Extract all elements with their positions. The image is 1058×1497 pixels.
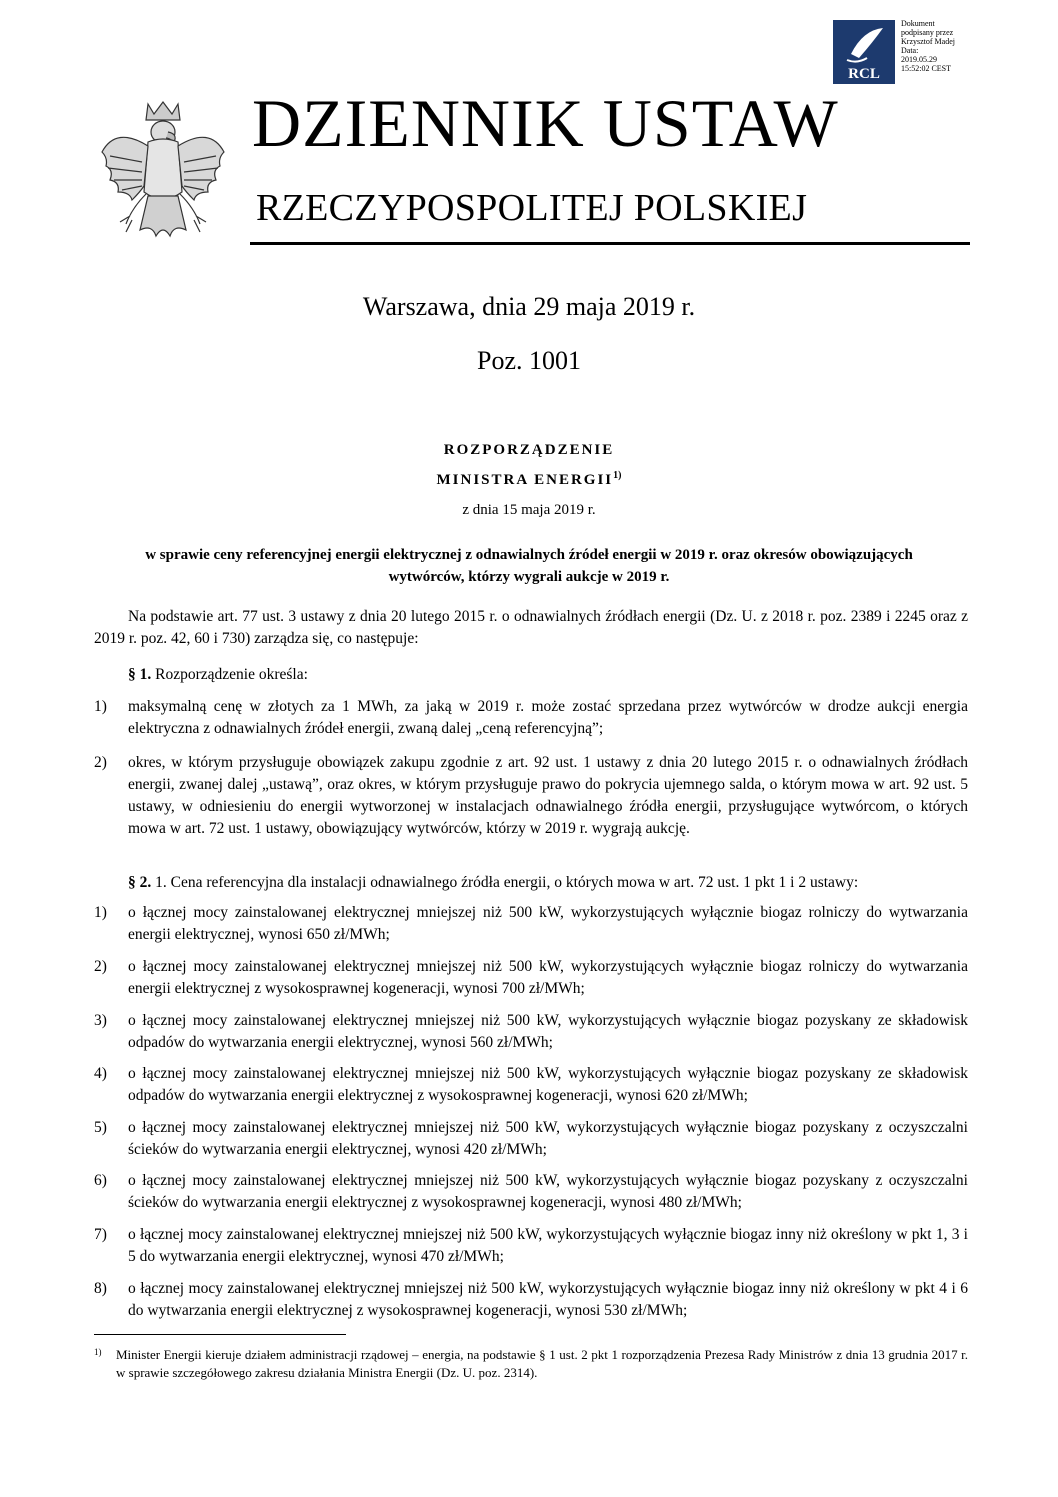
masthead-subtitle: RZECZYPOSPOLITEJ POLSKIEJ — [256, 187, 808, 229]
act-type: ROZPORZĄDZENIE — [443, 442, 615, 458]
list-item-text: o łącznej mocy zainstalowanej elektrycznej mniejszej niż 500 kW, wykorzystujących wyłącznie biogaz rolniczy do wytwarzania energii elektrycznej z wysokosprawnej kogeneracji, wynosi 700 zł/MWh; — [128, 958, 968, 997]
list-item — [94, 752, 968, 840]
list-item — [94, 956, 968, 1000]
digital-signature-info — [901, 19, 981, 73]
list-item-number: 2) — [94, 754, 107, 771]
list-item — [94, 696, 968, 740]
quill-icon — [833, 20, 895, 84]
signature-line: 15:52:02 CEST — [901, 64, 952, 73]
masthead-divider — [250, 242, 970, 245]
seal-label: RCL — [848, 66, 880, 82]
issue-position: Poz. 1001 — [477, 346, 581, 375]
list-item-text: o łącznej mocy zainstalowanej elektrycznej mniejszej niż 500 kW, wykorzystujących wyłącznie biogaz rolniczy do wytwarzania energii elektrycznej, wynosi 650 zł/MWh; — [128, 904, 968, 943]
list-item — [94, 1224, 968, 1268]
list-item-number: 5) — [94, 1119, 107, 1136]
list-item-text: o łącznej mocy zainstalowanej elektrycznej mniejszej niż 500 kW, wykorzystujących wyłącznie biogaz pozyskany ze składowisk odpadów do wytwarzania energii elektrycznej z wysokosprawnej kogeneracji, wynosi 620 zł/MWh; — [128, 1065, 968, 1104]
list-item — [94, 1170, 968, 1214]
section-2-mark: § 2. — [128, 874, 152, 891]
section-1-intro-text: Rozporządzenie określa: — [155, 666, 308, 683]
list-item-text: maksymalną cenę w złotych za 1 MWh, za jaką w 2019 r. może zostać sprzedana przez wytwórców w drodze aukcji energia elektryczna z odnawialnych źródeł energii, zwaną dalej „ceną referencyjną”; — [128, 698, 968, 737]
masthead-title: DZIENNIK USTAW — [252, 85, 839, 161]
act-title-text: w sprawie ceny referencyjnej energii elektrycznej z odnawialnych źródeł energii w 2019 r. oraz okresów obowiązujących wytwórców, którzy wygrali aukcje w 2019 r. — [145, 547, 913, 585]
list-item-number: 6) — [94, 1172, 107, 1189]
act-organ — [0, 466, 1058, 490]
section-1-intro — [94, 664, 968, 686]
footnote-mark: 1) — [94, 1347, 102, 1357]
act-title — [130, 544, 928, 588]
section-2-intro — [94, 872, 968, 894]
list-item-number: 7) — [94, 1226, 107, 1243]
list-item-number: 8) — [94, 1280, 107, 1297]
list-item-text: o łącznej mocy zainstalowanej elektrycznej mniejszej niż 500 kW, wykorzystujących wyłącznie biogaz inny niż określony w pkt 4 i 6 do wytwarzania energii elektrycznej z wysokosprawnej kogeneracji, wynosi 530 zł/MWh; — [128, 1280, 968, 1319]
section-1-mark: § 1. — [128, 666, 152, 683]
list-item-text: o łącznej mocy zainstalowanej elektrycznej mniejszej niż 500 kW, wykorzystujących wyłącznie biogaz pozyskany z oczyszczalni ścieków do wytwarzania energii elektrycznej, wynosi 420 zł/MWh; — [128, 1119, 968, 1158]
section-2-intro-text: 1. Cena referencyjna dla instalacji odnawialnego źródła energii, o których mowa w art. 72 ust. 1 pkt 1 i 2 ustawy: — [155, 874, 859, 891]
list-item-text: o łącznej mocy zainstalowanej elektrycznej mniejszej niż 500 kW, wykorzystujących wyłącznie biogaz pozyskany ze składowisk odpadów do wytwarzania energii elektrycznej, wynosi 560 zł/MWh; — [128, 1012, 968, 1051]
signature-line: Krzysztof Madej — [901, 37, 955, 46]
act-date: z dnia 15 maja 2019 r. — [462, 502, 596, 518]
list-item-text: okres, w którym przysługuje obowiązek zakupu zgodnie z art. 92 ust. 1 ustawy z dnia 20 lutego 2015 r. o odnawialnych źródłach energii, zwanej dalej „ustawą”, oraz okres, w którym przysługuje prawo do pokrycia ujemnego salda, o którym mowa w art. 92 ust. 5 ustawy, w odniesieniu do energii wytworzonej w instalacjach odnawialnego źródła energii, przysługujące wytwórcom, o których mowa w art. 72 ust. 1 ustawy, obowiązujący wytwórców, którzy w 2019 r. wygrają aukcję. — [128, 754, 968, 837]
list-item-number: 1) — [94, 904, 107, 921]
list-item — [94, 1063, 968, 1107]
list-item-number: 3) — [94, 1012, 107, 1029]
issue-date: Warszawa, dnia 29 maja 2019 r. — [362, 292, 696, 321]
preamble: Na podstawie art. 77 ust. 3 ustawy z dnia 20 lutego 2015 r. o odnawialnych źródłach energii (Dz. U. z 2018 r. poz. 2389 i 2245 oraz z 2019 r. poz. 42, 60 i 730) zarządza się, co następuje: — [94, 608, 968, 647]
list-item-number: 2) — [94, 958, 107, 975]
list-item — [94, 1117, 968, 1161]
list-item-text: o łącznej mocy zainstalowanej elektrycznej mniejszej niż 500 kW, wykorzystujących wyłącznie biogaz pozyskany z oczyszczalni ścieków do wytwarzania energii elektrycznej z wysokosprawnej kogeneracji, wynosi 480 zł/MWh; — [128, 1172, 968, 1211]
act-organ-name: MINISTRA ENERGII — [436, 472, 614, 488]
list-item — [94, 902, 968, 946]
signature-line: podpisany przez — [901, 28, 954, 37]
signature-line: Data: — [901, 46, 919, 55]
signature-line: Dokument — [901, 19, 935, 28]
footnote-ref[interactable]: 1) — [613, 470, 622, 481]
footnote-divider — [94, 1334, 346, 1335]
footnote — [94, 1346, 968, 1382]
list-item — [94, 1010, 968, 1054]
list-item-number: 4) — [94, 1065, 107, 1082]
list-item-text: o łącznej mocy zainstalowanej elektrycznej mniejszej niż 500 kW, wykorzystujących wyłącznie biogaz inny niż określony w pkt 1, 3 i 5 do wytwarzania energii elektrycznej, wynosi 470 zł/MWh; — [128, 1226, 968, 1265]
polish-eagle-emblem-icon — [96, 96, 230, 246]
list-item-number: 1) — [94, 698, 107, 715]
signature-line: 2019.05.29 — [901, 55, 937, 64]
list-item — [94, 1278, 968, 1322]
rcl-seal-logo — [833, 20, 895, 84]
footnote-text: Minister Energii kieruje działem administracji rządowej – energia, na podstawie § 1 ust. 2 pkt 1 rozporządzenia Prezesa Rady Ministrów z dnia 13 grudnia 2017 r. w sprawie szczegółowego zakresu działania Ministra Energii (Dz. U. poz. 2314). — [116, 1347, 968, 1380]
